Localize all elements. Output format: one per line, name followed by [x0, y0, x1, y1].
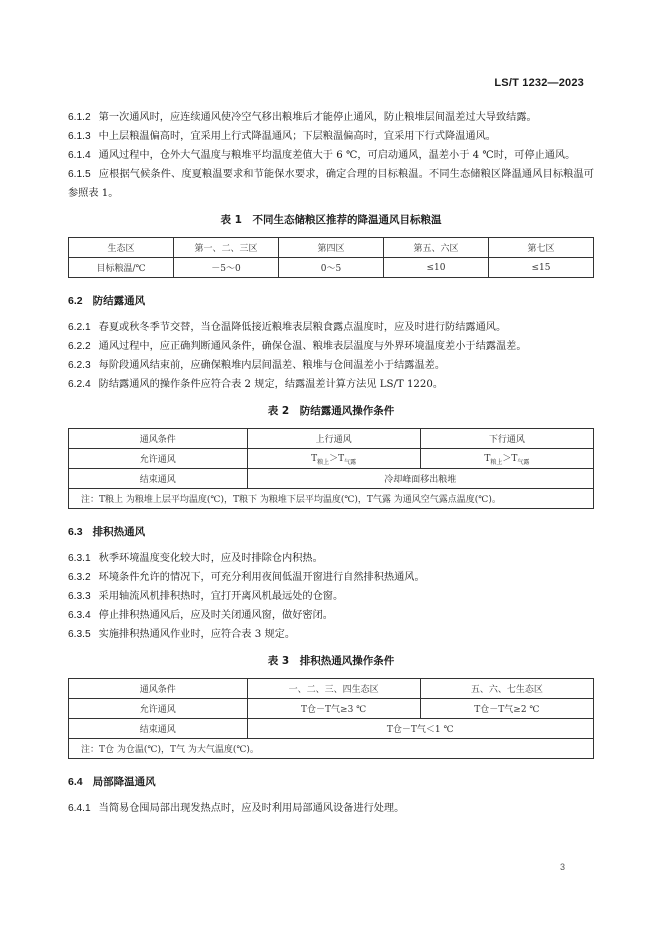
table-cell: 结束通风 [69, 719, 248, 739]
clause-text: 防结露通风的操作条件应符合表 2 规定，结露温差计算方法见 LS/T 1220。 [98, 379, 444, 390]
table-note-row [69, 489, 594, 509]
table-cell: 冷却峰面移出粮堆 [247, 469, 594, 489]
clause-text: 应根据气候条件、度夏粮温要求和节能保水要求，确定合理的目标粮温。不同生态储粮区降温通风目标粮温可参照表 1。 [68, 169, 594, 199]
standard-code: LS/T 1232—2023 [494, 77, 584, 89]
table-1 [68, 237, 594, 278]
table-cell: T仓－T气≥2 ℃ [420, 699, 593, 719]
section-6-4-heading [68, 773, 594, 792]
table-row [69, 719, 594, 739]
clause-number: 6.3.3 [68, 591, 91, 602]
section-number: 6.3 [68, 526, 83, 538]
table-cell: 允许通风 [69, 449, 248, 469]
formula-var: T [511, 454, 518, 465]
clause-text: 春夏或秋冬季节交替，当仓温降低接近粮堆表层粮食露点温度时，应及时进行防结露通风。 [98, 322, 507, 333]
section-number: 6.4 [68, 776, 83, 788]
table-header-cell: 第四区 [279, 238, 384, 258]
formula-sub: 粮上 [317, 458, 330, 466]
clause-6-2-4 [68, 375, 594, 394]
clause-text: 每阶段通风结束前，应确保粮堆内层间温差、粮堆与仓间温差小于结露温差。 [98, 360, 446, 371]
clause-number: 6.2.3 [68, 360, 91, 371]
table-row [69, 469, 594, 489]
formula-op: ＞ [329, 454, 339, 465]
clause-text: 通风过程中，应正确判断通风条件，确保仓温、粮堆表层温度与外界环境温度差小于结露温差。 [98, 341, 527, 352]
clause-6-3-5 [68, 625, 594, 644]
table-header-cell: 生态区 [69, 238, 174, 258]
clause-number: 6.1.3 [68, 131, 91, 142]
formula-sub: 气露 [344, 458, 357, 466]
clause-text: 通风过程中，仓外大气温度与粮堆平均温度差值大于 6 ℃，可启动通风，温差小于 4 ℃时，可停止通风。 [98, 150, 576, 161]
clause-number: 6.1.4 [68, 150, 91, 161]
clause-text: 实施排积热通风作业时，应符合表 3 规定。 [98, 629, 296, 640]
clause-6-2-2 [68, 337, 594, 356]
clause-text: 停止排积热通风后，应及时关闭通风窗，做好密闭。 [98, 610, 333, 621]
formula-var: T [484, 454, 491, 465]
formula-var: T [338, 454, 345, 465]
table-header-cell: 第七区 [489, 238, 594, 258]
clause-6-3-4 [68, 606, 594, 625]
table-header-row [69, 679, 594, 699]
formula-var: T [311, 454, 318, 465]
clause-6-1-3 [68, 127, 594, 146]
table-row [69, 449, 594, 469]
formula-sub: 粮上 [490, 458, 503, 466]
clause-number: 6.3.4 [68, 610, 91, 621]
clause-text: 秋季环境温度变化较大时，应及时排除仓内积热。 [98, 553, 323, 564]
clause-text: 当简易仓囤局部出现发热点时，应及时利用局部通风设备进行处理。 [98, 803, 405, 814]
clause-6-3-1 [68, 549, 594, 568]
formula-cell-down [420, 449, 593, 469]
table-cell: 0～5 [279, 258, 384, 278]
page-number: 3 [559, 862, 565, 872]
table-3 [68, 678, 594, 759]
table-row [69, 258, 594, 278]
clause-6-2-3 [68, 356, 594, 375]
clause-number: 6.3.5 [68, 629, 91, 640]
clause-number: 6.3.1 [68, 553, 91, 564]
table-cell: ≤15 [489, 258, 594, 278]
table-note-row [69, 739, 594, 759]
clause-6-1-2 [68, 108, 594, 127]
table-cell: T仓－T气≥3 ℃ [247, 699, 420, 719]
table-header-cell: 第五、六区 [384, 238, 489, 258]
table-header-cell: 五、六、七生态区 [420, 679, 593, 699]
section-6-2-heading [68, 292, 594, 311]
table-header-cell: 上行通风 [247, 429, 420, 449]
section-title: 局部降温通风 [92, 776, 156, 788]
section-title: 防结露通风 [92, 295, 146, 307]
table-header-cell: 通风条件 [69, 679, 248, 699]
section-6-3-heading [68, 523, 594, 542]
table-header-cell: 通风条件 [69, 429, 248, 449]
table-cell: T仓－T气＜1 ℃ [247, 719, 594, 739]
clause-6-1-5 [68, 165, 594, 203]
table-cell: 允许通风 [69, 699, 248, 719]
table-row [69, 699, 594, 719]
table-1-caption: 表 1 不同生态储粮区推荐的降温通风目标粮温 [220, 214, 442, 226]
clause-6-1-4 [68, 146, 594, 165]
formula-cell-up [247, 449, 420, 469]
table-3-caption: 表 3 排积热通风操作条件 [267, 655, 395, 667]
clause-text: 第一次通风时，应连续通风使冷空气移出粮堆后才能停止通风，防止粮堆层间温差过大导致结露。 [98, 112, 537, 123]
table-cell: －5～0 [174, 258, 279, 278]
clause-6-2-1 [68, 318, 594, 337]
clause-number: 6.1.5 [68, 169, 91, 180]
table-note: 注：T粮上 为粮堆上层平均温度(℃)，T粮下 为粮堆下层平均温度(℃)，T气露 为通风空气露点温度(℃)。 [69, 489, 594, 509]
table-header-cell: 一、二、三、四生态区 [247, 679, 420, 699]
document-body [68, 108, 594, 818]
table-header-row [69, 429, 594, 449]
table-note: 注：T仓 为仓温(℃)，T气 为大气温度(℃)。 [69, 739, 594, 759]
clause-number: 6.1.2 [68, 112, 91, 123]
table-2 [68, 428, 594, 509]
clause-number: 6.2.1 [68, 322, 91, 333]
table-cell: ≤10 [384, 258, 489, 278]
table-cell: 目标粮温/℃ [69, 258, 174, 278]
formula-sub: 气露 [517, 458, 530, 466]
table-2-caption: 表 2 防结露通风操作条件 [267, 405, 395, 417]
clause-number: 6.3.2 [68, 572, 91, 583]
table-header-row [69, 238, 594, 258]
section-title: 排积热通风 [92, 526, 146, 538]
table-header-cell: 下行通风 [420, 429, 593, 449]
table-header-cell: 第一、二、三区 [174, 238, 279, 258]
table-cell: 结束通风 [69, 469, 248, 489]
clause-number: 6.4.1 [68, 803, 91, 814]
clause-6-4-1 [68, 799, 594, 818]
clause-text: 环境条件允许的情况下，可充分利用夜间低温开窗进行自然排积热通风。 [98, 572, 425, 583]
clause-number: 6.2.2 [68, 341, 91, 352]
clause-6-3-3 [68, 587, 594, 606]
clause-text: 采用轴流风机排积热时，宜打开离风机最远处的仓窗。 [98, 591, 344, 602]
formula-op: ＞ [502, 454, 512, 465]
clause-number: 6.2.4 [68, 379, 91, 390]
clause-6-3-2 [68, 568, 594, 587]
section-number: 6.2 [68, 295, 83, 307]
clause-text: 中上层粮温偏高时，宜采用上行式降温通风；下层粮温偏高时，宜采用下行式降温通风。 [98, 131, 496, 142]
